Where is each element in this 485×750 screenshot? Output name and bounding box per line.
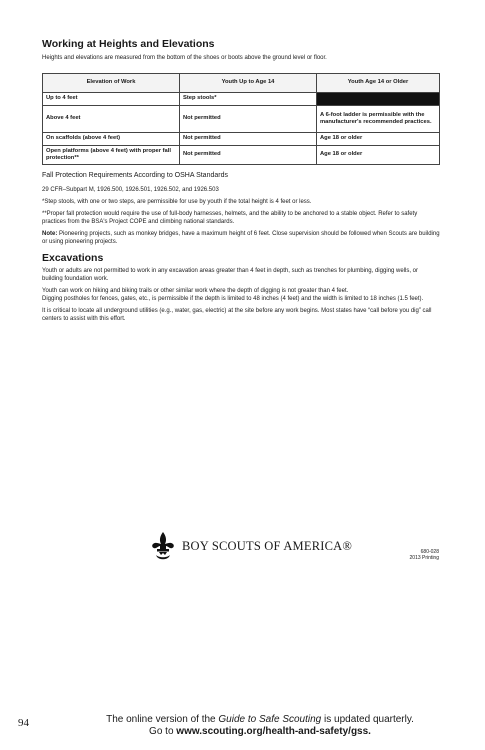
footer-note bbox=[60, 714, 460, 738]
table-cell: Age 18 or older bbox=[317, 132, 440, 145]
heights-table bbox=[42, 73, 440, 165]
excavations-p1: Youth or adults are not permitted to work in any excavation areas greater than 4 feet in depth, such as trenches for plumbing, digging wells, or building foundation work. bbox=[42, 268, 418, 283]
table-header: Youth Up to Age 14 bbox=[180, 73, 317, 92]
printing-year: 2013 Printing bbox=[409, 555, 439, 561]
table-cell: Above 4 feet bbox=[43, 105, 180, 132]
footer-text: is updated quarterly. bbox=[321, 714, 414, 725]
section-title-excavations: Excavations bbox=[42, 251, 104, 264]
excavations-p2a: Youth can work on hiking and biking trails or other similar work where the depth of digging is not greater than 4 feet. bbox=[42, 288, 349, 295]
guide-title: Guide to Safe Scouting bbox=[218, 714, 322, 725]
table-row bbox=[43, 105, 440, 132]
footer-line-2 bbox=[60, 726, 460, 738]
table-cell: Not permitted bbox=[180, 145, 317, 164]
section-title-heights: Working at Heights and Elevations bbox=[42, 38, 215, 50]
table-cell: Age 18 or older bbox=[317, 145, 440, 164]
doc-number: 680-028 bbox=[420, 549, 439, 555]
footer-text: Go to bbox=[149, 726, 177, 737]
table-row bbox=[43, 145, 440, 164]
note-text: Pioneering projects, such as monkey bridges, have a maximum height of 6 feet. Close supervision should be followed when Scouts are building or using pioneering projects. bbox=[42, 230, 440, 245]
fleur-de-lis-icon bbox=[150, 531, 176, 561]
osha-cfr: 29 CFR–Subpart M, 1926.500, 1926.501, 1926.502, and 1926.503 bbox=[42, 186, 219, 193]
table-cell: Up to 4 feet bbox=[43, 92, 180, 105]
excavations-p3: It is critical to locate all underground utilities (e.g., water, gas, electric) at the site before any work begins. Most states have “call before you dig” call centers to assist with this effort. bbox=[42, 308, 432, 323]
table-row bbox=[43, 92, 440, 105]
table-cell: On scaffolds (above 4 feet) bbox=[43, 132, 180, 145]
osha-title: Fall Protection Requirements According to OSHA Standards bbox=[42, 171, 228, 179]
table-cell-blacked-out bbox=[317, 92, 440, 105]
table-cell: Open platforms (above 4 feet) with proper fall protection** bbox=[43, 145, 180, 164]
table-cell: A 6-foot ladder is permissible with the manufacturer's recommended practices. bbox=[317, 105, 440, 132]
table-header-row bbox=[43, 73, 440, 92]
page-number: 94 bbox=[18, 717, 29, 729]
note-label: Note: bbox=[42, 230, 58, 237]
table-row bbox=[43, 132, 440, 145]
heights-intro: Heights and elevations are measured from the bottom of the shoes or boots above the ground level or floor. bbox=[42, 54, 327, 61]
table-cell: Step stools* bbox=[180, 92, 317, 105]
table-header: Elevation of Work bbox=[43, 73, 180, 92]
table-cell: Not permitted bbox=[180, 132, 317, 145]
document-number bbox=[399, 549, 439, 561]
footer-url-link[interactable]: www.scouting.org/health-and-safety/gss. bbox=[176, 726, 371, 737]
table-header: Youth Age 14 or Older bbox=[317, 73, 440, 92]
main-content bbox=[42, 38, 440, 327]
excavations-p2b: Digging postholes for fences, gates, etc., is permissible if the depth is limited to 48 inches (4 feet) and the width is limited to 18 inches (1.5 feet). bbox=[42, 296, 424, 303]
footer-text: The online version of the bbox=[106, 714, 219, 725]
table-cell: Not permitted bbox=[180, 105, 317, 132]
footer-line-1 bbox=[60, 714, 460, 726]
pioneering-note bbox=[42, 230, 440, 246]
footnote-step-stools: *Step stools, with one or two steps, are permissible for use by youth if the total height is 4 feet or less. bbox=[42, 198, 312, 205]
bsa-wordmark: BOY SCOUTS OF AMERICA® bbox=[182, 538, 353, 553]
bsa-logo bbox=[150, 531, 352, 561]
footnote-fall-protection: **Proper fall protection would require the use of full-body harnesses, helmets, and the ability to be anchored to a stable object. Refer to safety practices from the BSA's Project COPE and climbing national standards. bbox=[42, 210, 418, 225]
